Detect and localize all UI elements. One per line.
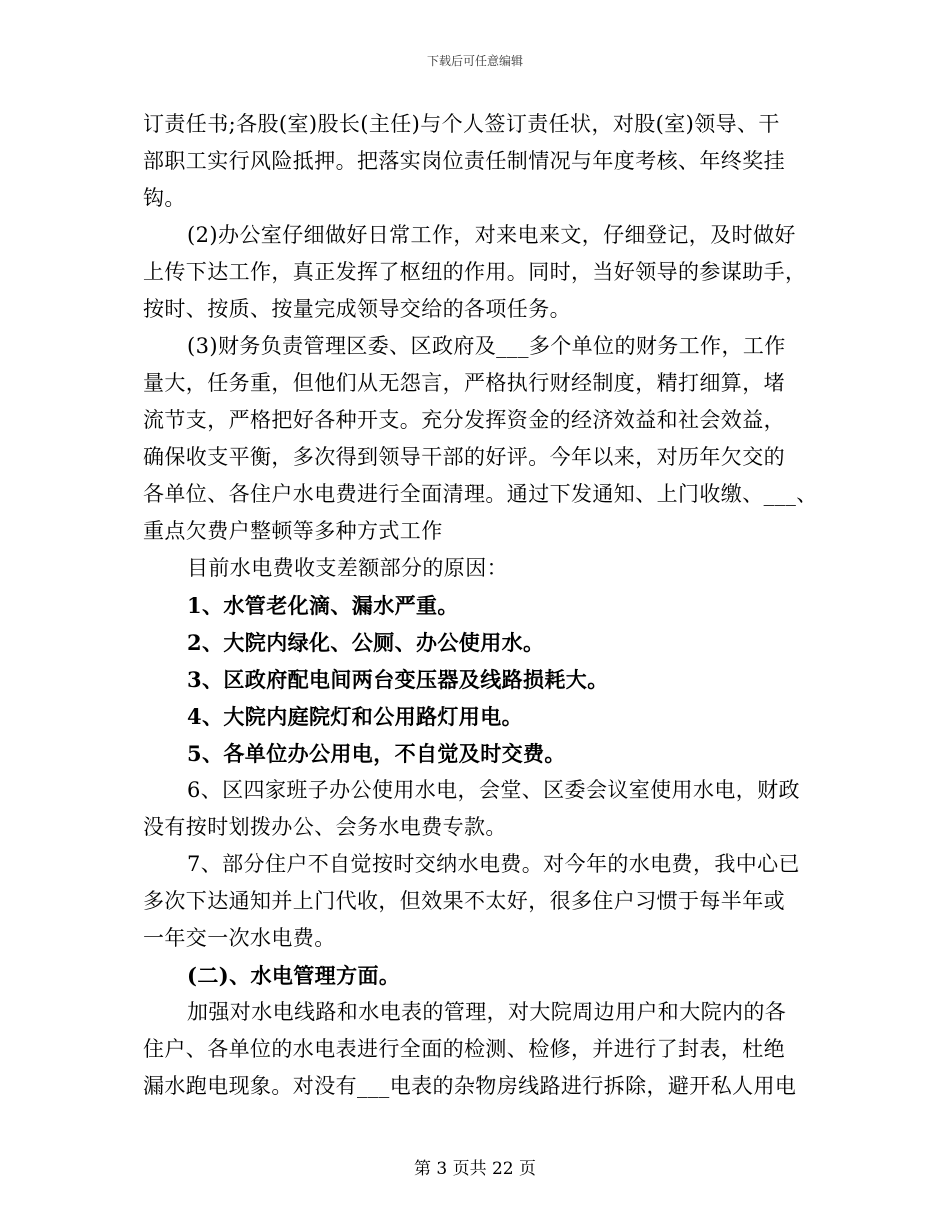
text-line: 一年交一次水电费。 bbox=[143, 926, 336, 950]
text-line: 重点欠费户整顿等多种方式工作 bbox=[143, 519, 443, 543]
text-line: 订责任书;各股(室)股长(主任)与个人签订责任状，对股(室)领导、干 bbox=[143, 112, 780, 136]
text-line: 7、部分住户不自觉按时交纳水电费。对今年的水电费，我中心已 bbox=[187, 852, 800, 876]
paragraph-reasons-intro: 目前水电费收支差额部分的原因： bbox=[187, 556, 508, 580]
paragraph-finance bbox=[143, 328, 818, 550]
reason-item-2: 2、大院内绿化、公厕、办公使用水。 bbox=[187, 630, 545, 655]
page-footer: 第 3 页共 22 页 bbox=[413, 1159, 537, 1179]
text-line: 漏水跑电现象。对没有___电表的杂物房线路进行拆除，避开私人用电 bbox=[143, 1074, 797, 1098]
paragraph-utility-management bbox=[143, 994, 813, 1105]
reason-item-6 bbox=[143, 772, 813, 846]
reason-item-3: 3、区政府配电间两台变压器及线路损耗大。 bbox=[187, 667, 609, 692]
text-line: (2)办公室仔细做好日常工作，对来电来文，仔细登记，及时做好 bbox=[187, 223, 796, 247]
reason-item-1: 1、水管老化滴、漏水严重。 bbox=[187, 593, 459, 618]
text-line: 各单位、各住户水电费进行全面清理。通过下发通知、上门收缴、___、 bbox=[143, 482, 818, 506]
text-line: 6、区四家班子办公使用水电，会堂、区委会议室使用水电，财政 bbox=[187, 778, 800, 802]
text-line: 确保收支平衡，多次得到领导干部的好评。今年以来，对历年欠交的 bbox=[143, 445, 785, 469]
document-body bbox=[143, 106, 818, 1105]
reason-item-4: 4、大院内庭院灯和公用路灯用电。 bbox=[187, 704, 524, 729]
text-line: 按时、按质、按量完成领导交给的各项任务。 bbox=[143, 297, 571, 321]
text-line: 没有按时划拨办公、会务水电费专款。 bbox=[143, 815, 507, 839]
page-header: 下载后可任意编辑 bbox=[426, 54, 523, 68]
section-heading: (二)、水电管理方面。 bbox=[187, 963, 401, 988]
reason-item-5: 5、各单位办公用电，不自觉及时交费。 bbox=[187, 741, 566, 766]
text-line: 部职工实行风险抵押。把落实岗位责任制情况与年度考核、年终奖挂 bbox=[143, 149, 785, 173]
paragraph-office-work bbox=[143, 217, 813, 328]
text-line: 多次下达通知并上门代收，但效果不太好，很多住户习惯于每半年或 bbox=[143, 889, 785, 913]
reason-item-7 bbox=[143, 846, 813, 957]
text-line: 量大，任务重，但他们从无怨言，严格执行财经制度，精打细算，堵 bbox=[143, 371, 785, 395]
paragraph-responsibility bbox=[143, 106, 813, 217]
text-line: 流节支，严格把好各种开支。充分发挥资金的经济效益和社会效益， bbox=[143, 408, 785, 432]
text-line: 加强对水电线路和水电表的管理，对大院周边用户和大院内的各 bbox=[187, 1000, 787, 1024]
text-line: 钩。 bbox=[143, 186, 186, 210]
text-line: 上传下达工作，真正发挥了枢纽的作用。同时，当好领导的参谋助手， bbox=[143, 260, 807, 284]
text-line: 住户、各单位的水电表进行全面的检测、检修，并进行了封表，杜绝 bbox=[143, 1037, 785, 1061]
text-line: (3)财务负责管理区委、区政府及___多个单位的财务工作，工作 bbox=[187, 334, 786, 358]
